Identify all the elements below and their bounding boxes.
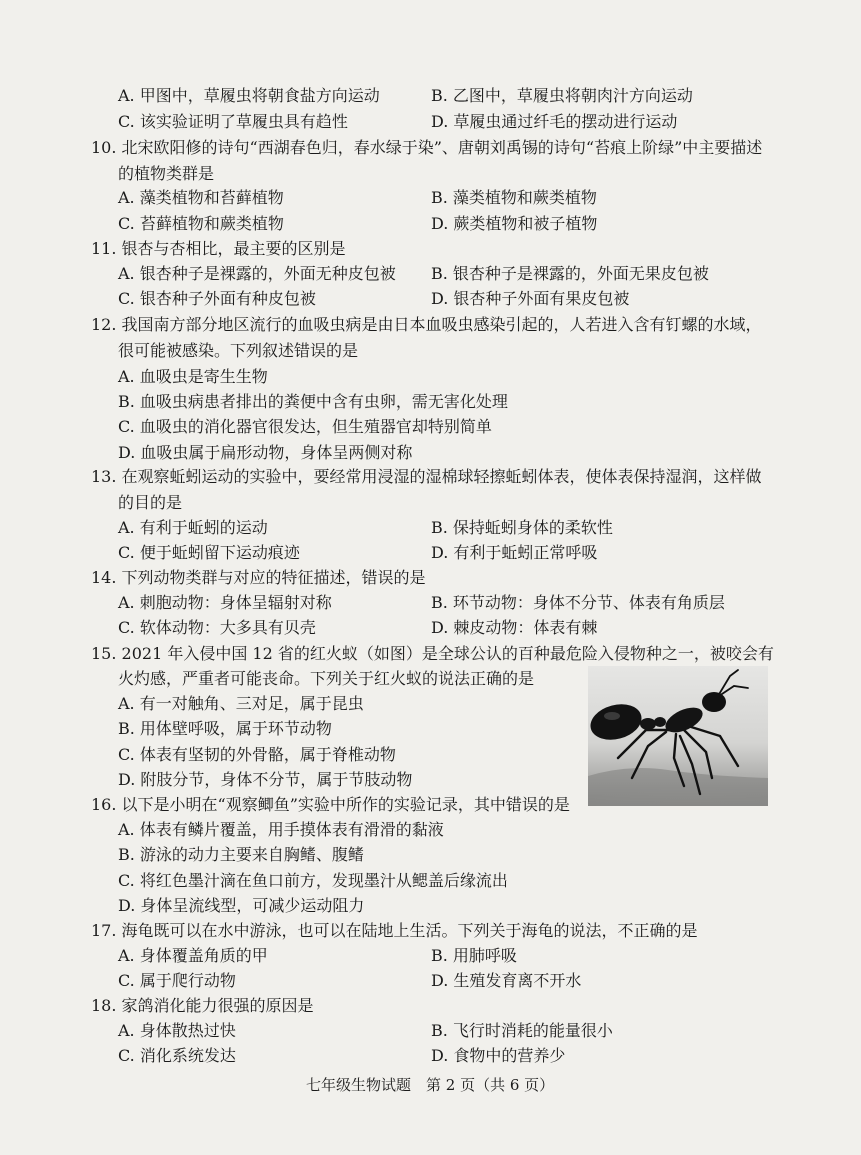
q14-option-b: B. 环节动物：身体不分节、体表有角质层 (431, 593, 725, 612)
q18-stem: 18. 家鸽消化能力很强的原因是 (91, 996, 314, 1015)
q11-option-d: D. 银杏种子外面有果皮包被 (431, 289, 630, 308)
q13-option-d: D. 有利于蚯蚓正常呼吸 (431, 543, 598, 562)
q10-stem-line-1: 10. 北宋欧阳修的诗句“西湖春色归，春水绿于染”、唐朝刘禹锡的诗句“苔痕上阶绿”中主要描述 (91, 138, 763, 157)
q18-option-c: C. 消化系统发达 (118, 1046, 236, 1065)
q13-option-b: B. 保持蚯蚓身体的柔软性 (431, 518, 613, 537)
q12-option-d: D. 血吸虫属于扁形动物，身体呈两侧对称 (118, 443, 413, 462)
q10-stem-line-2: 的植物类群是 (118, 164, 215, 183)
q14-option-d: D. 棘皮动物：体表有棘 (431, 618, 598, 637)
q15-option-c: C. 体表有坚韧的外骨骼，属于脊椎动物 (118, 745, 396, 764)
q12-stem-line-2: 很可能被感染。下列叙述错误的是 (118, 341, 359, 360)
q18-option-d: D. 食物中的营养少 (431, 1046, 566, 1065)
q10-option-c: C. 苔藓植物和蕨类植物 (118, 214, 284, 233)
q13-option-a: A. 有利于蚯蚓的运动 (118, 518, 268, 537)
q10-option-b: B. 藻类植物和蕨类植物 (431, 188, 597, 207)
q13-option-c: C. 便于蚯蚓留下运动痕迹 (118, 543, 300, 562)
q15-option-b: B. 用体壁呼吸，属于环节动物 (118, 719, 332, 738)
q10-option-d: D. 蕨类植物和被子植物 (431, 214, 598, 233)
q12-stem-line-1: 12. 我国南方部分地区流行的血吸虫病是由日本血吸虫感染引起的，人若进入含有钉螺的水域， (91, 315, 762, 334)
q12-option-c: C. 血吸虫的消化器官很发达，但生殖器官却特别简单 (118, 417, 492, 436)
q17-stem: 17. 海龟既可以在水中游泳，也可以在陆地上生活。下列关于海龟的说法，不正确的是 (91, 921, 698, 940)
q12-option-b: B. 血吸虫病患者排出的粪便中含有虫卵，需无害化处理 (118, 392, 508, 411)
q9-option-b: B. 乙图中，草履虫将朝肉汁方向运动 (431, 86, 693, 105)
q9-option-a: A. 甲图中，草履虫将朝食盐方向运动 (118, 86, 380, 105)
q16-option-c: C. 将红色墨汁滴在鱼口前方，发现墨汁从鳃盖后缘流出 (118, 871, 508, 890)
q11-stem: 11. 银杏与杏相比，最主要的区别是 (91, 239, 346, 258)
q17-option-a: A. 身体覆盖角质的甲 (118, 946, 268, 965)
q12-option-a: A. 血吸虫是寄生生物 (118, 367, 268, 386)
q15-stem-line-1: 15. 2021 年入侵中国 12 省的红火蚁（如图）是全球公认的百种最危险入侵物种之一，被咬会有 (91, 644, 774, 663)
q11-option-c: C. 银杏种子外面有种皮包被 (118, 289, 316, 308)
q16-option-b: B. 游泳的动力主要来自胸鳍、腹鳍 (118, 845, 364, 864)
q17-option-c: C. 属于爬行动物 (118, 971, 236, 990)
q16-stem: 16. 以下是小明在“观察鲫鱼”实验中所作的实验记录，其中错误的是 (91, 795, 570, 814)
q14-option-a: A. 刺胞动物：身体呈辐射对称 (118, 593, 332, 612)
q15-option-d: D. 附肢分节，身体不分节，属于节肢动物 (118, 770, 413, 789)
q9-option-d: D. 草履虫通过纤毛的摆动进行运动 (431, 112, 678, 131)
q11-option-a: A. 银杏种子是裸露的，外面无种皮包被 (118, 264, 396, 283)
q13-stem-line-1: 13. 在观察蚯蚓运动的实验中，要经常用浸湿的湿棉球轻擦蚯蚓体表，使体表保持湿润，这样做 (91, 467, 762, 486)
q18-option-b: B. 飞行时消耗的能量很小 (431, 1021, 613, 1040)
q13-stem-line-2: 的目的是 (118, 493, 183, 512)
q17-option-d: D. 生殖发育离不开水 (431, 971, 582, 990)
q15-option-a: A. 有一对触角、三对足，属于昆虫 (118, 694, 364, 713)
page-footer: 七年级生物试题 第 2 页（共 6 页） (306, 1076, 555, 1094)
q10-option-a: A. 藻类植物和苔藓植物 (118, 188, 284, 207)
q11-option-b: B. 银杏种子是裸露的，外面无果皮包被 (431, 264, 709, 283)
q15-stem-line-2: 火灼感，严重者可能丧命。下列关于红火蚁的说法正确的是 (118, 669, 535, 688)
q17-option-b: B. 用肺呼吸 (431, 946, 517, 965)
q16-option-d: D. 身体呈流线型，可减少运动阻力 (118, 896, 365, 915)
q14-option-c: C. 软体动物：大多具有贝壳 (118, 618, 316, 637)
fire-ant-photo (588, 666, 768, 806)
q14-stem: 14. 下列动物类群与对应的特征描述，错误的是 (91, 568, 426, 587)
q9-option-c: C. 该实验证明了草履虫具有趋性 (118, 112, 348, 131)
q16-option-a: A. 体表有鳞片覆盖，用手摸体表有滑滑的黏液 (118, 820, 444, 839)
q18-option-a: A. 身体散热过快 (118, 1021, 236, 1040)
